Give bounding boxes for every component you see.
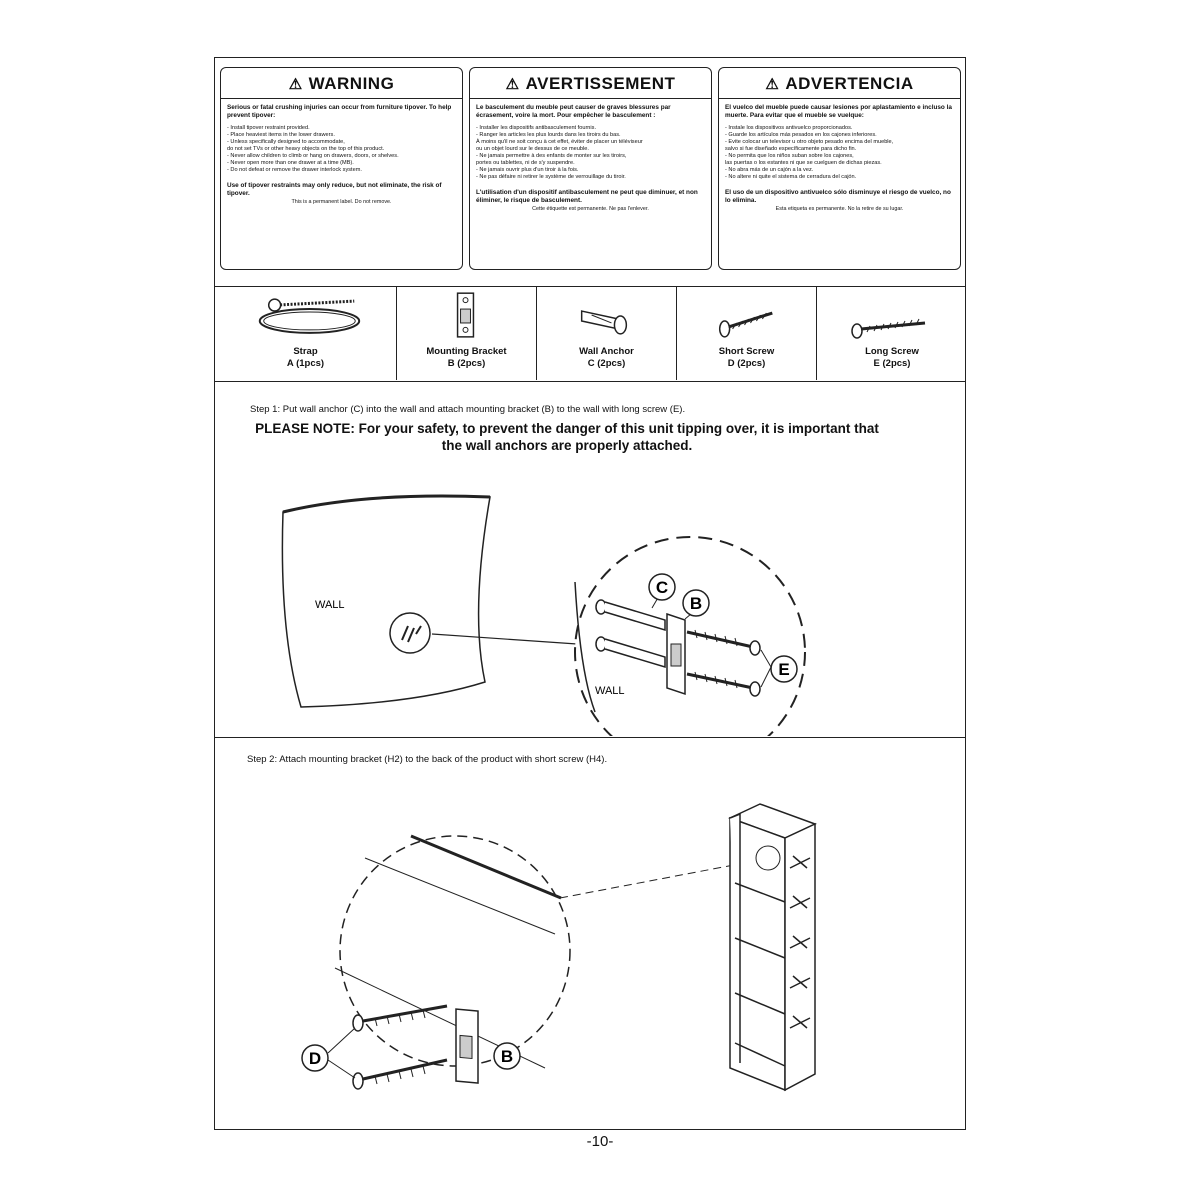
warning-label-english xyxy=(220,67,463,270)
warning-triangle-icon: ⚠ xyxy=(505,76,520,93)
anchor-top xyxy=(596,600,606,614)
warning-item: - Evite colocar un televisor u otro objeto pesado encima del mueble, xyxy=(725,139,894,146)
anchor-icon xyxy=(537,291,676,345)
callout-b-2-label: B xyxy=(500,1047,514,1066)
warning-title: WARNING xyxy=(308,74,395,93)
part-short-screw xyxy=(677,287,817,380)
warning-item: - Instale los dispositivos antivuelco proporcionados. xyxy=(725,125,853,132)
warning-footer: Use of tipover restraints may only reduce, but not eliminate, the risk of tipover. xyxy=(227,182,442,197)
part-name: Strap xyxy=(293,346,318,357)
warning-intro: Serious or fatal crushing injuries can occur from furniture tipover. To help prevent tipover: xyxy=(227,104,452,119)
warning-item: - Install tipover restraint provided. xyxy=(227,125,310,132)
hardware-parts-row xyxy=(215,287,965,382)
step-2-section xyxy=(215,738,965,1129)
warning-item: - Ne jamais permettre à des enfants de monter sur les tiroirs, xyxy=(476,153,627,160)
detail-circle-2 xyxy=(340,836,570,1066)
part-name: Mounting Bracket xyxy=(426,346,507,357)
wall-panel xyxy=(282,496,490,707)
note-text: For your safety, to prevent the danger of this unit tipping over, it is important that the wall anchors are properly attached. xyxy=(358,421,879,453)
instruction-page xyxy=(214,57,966,1130)
warning-item: salvo si fue diseñado específicamente para dicho fin. xyxy=(725,146,857,153)
warning-intro: Le basculement du meuble peut causer de graves blessures par écrasement, voire la mort. Pour empêcher le basculement : xyxy=(476,104,671,119)
part-strap xyxy=(215,287,397,380)
part-name: Wall Anchor xyxy=(579,346,634,357)
warning-triangle-icon: ⚠ xyxy=(288,76,303,93)
warning-item: - Ranger les articles les plus lourds dans les tiroirs du bas. xyxy=(476,132,621,139)
part-qty: C (2pcs) xyxy=(587,358,626,369)
part-name: Long Screw xyxy=(865,346,919,357)
strap-icon xyxy=(215,291,396,345)
warning-item: - Ne pas défaire ni retirer le système de verrouillage du tiroir. xyxy=(476,174,626,181)
warning-permanent-note: This is a permanent label. Do not remove. xyxy=(291,199,392,206)
warning-list xyxy=(476,125,705,181)
part-wall-anchor xyxy=(537,287,677,380)
warning-footer: El uso de un dispositivo antivuelco sólo disminuye el riesgo de vuelco, no lo elimina. xyxy=(725,189,951,204)
warning-intro: El vuelco del mueble puede causar lesiones por aplastamiento e incluso la muerte. Para evitar que el mueble se vuelque: xyxy=(725,104,952,119)
anchor-bottom xyxy=(596,637,606,651)
short-screw-icon xyxy=(677,291,816,345)
warning-title: AVERTISSEMENT xyxy=(525,74,676,93)
warning-item: À moins qu'il ne soit conçu à cet effet, éviter de placer un téléviseur xyxy=(476,139,643,146)
note-label: PLEASE NOTE: xyxy=(255,421,355,436)
warning-item: - No altere ni quite el sistema de cerradura del cajón. xyxy=(725,174,857,181)
wall-label: WALL xyxy=(315,599,345,611)
part-long-screw xyxy=(817,287,967,380)
part-qty: A (1pcs) xyxy=(286,358,325,369)
warning-item: portes ou tablettes, ni de s'y suspendre. xyxy=(476,160,575,167)
wall-detail-marker xyxy=(390,613,430,653)
part-qty: E (2pcs) xyxy=(873,358,911,369)
warning-triangle-icon: ⚠ xyxy=(765,76,780,93)
warning-label-spanish xyxy=(718,67,961,270)
warning-item: - Installer les dispositifs antibasculement fournis. xyxy=(476,125,597,132)
callout-e-label: E xyxy=(778,660,790,679)
warning-label-french xyxy=(469,67,712,270)
warning-labels-row xyxy=(215,58,965,287)
warning-item: - No abra más de un cajón a la vez. xyxy=(725,167,814,174)
part-qty: D (2pcs) xyxy=(727,358,766,369)
warning-item: - Place heaviest items in the lower drawers. xyxy=(227,132,335,139)
long-screw-icon xyxy=(817,291,967,345)
callout-d-label: D xyxy=(308,1049,322,1068)
step-1-instruction: Step 1: Put wall anchor (C) into the wall and attach mounting bracket (B) to the wall with long screw (E). xyxy=(250,404,686,415)
warning-item: las puertas o los estantes ni que se cuelguen de dichas piezas. xyxy=(725,160,882,167)
warning-list xyxy=(725,125,954,181)
short-screw-bottom xyxy=(363,1060,447,1079)
bookshelf-unit xyxy=(730,804,815,1090)
warning-item: - Guarde los artículos más pesados en los cajones inferiores. xyxy=(725,132,877,139)
step-2-diagram xyxy=(215,738,965,1127)
part-mounting-bracket xyxy=(397,287,537,380)
warning-item: - Ne jamais ouvrir plus d'un tiroir à la fois. xyxy=(476,167,579,174)
callout-c-label: C xyxy=(655,578,669,597)
bracket-icon xyxy=(397,291,536,345)
step-2-instruction: Step 2: Attach mounting bracket (H2) to the back of the product with short screw (H4). xyxy=(247,754,608,765)
warning-item: - Unless specifically designed to accommodate, xyxy=(227,139,345,146)
detail-circle xyxy=(575,537,805,736)
warning-permanent-note: Cette étiquette est permanente. Ne pas l'enlever. xyxy=(532,206,649,213)
part-qty: B (2pcs) xyxy=(447,358,486,369)
part-name: Short Screw xyxy=(718,346,775,357)
warning-item: do not set TVs or other heavy objects on the top of this product. xyxy=(227,146,385,153)
warning-item: ou un objet lourd sur le dessus de ce meuble. xyxy=(476,146,589,153)
warning-footer: L'utilisation d'un dispositif antibasculement ne peut que diminuer, et non éliminer, le risque de basculement. xyxy=(476,189,698,204)
warning-item: - No permita que los niños suban sobre los cajones, xyxy=(725,153,854,160)
warning-list xyxy=(227,125,456,174)
warning-permanent-note: Esta etiqueta es permanente. No la retire de su lugar. xyxy=(775,206,904,213)
warning-item: - Never allow children to climb or hang on drawers, doors, or shelves. xyxy=(227,153,399,160)
detail-wall-label: WALL xyxy=(595,685,625,697)
warning-item: - Never open more than one drawer at a time (MB). xyxy=(227,160,354,167)
page-number: -10- xyxy=(586,1133,614,1150)
callout-b-label: B xyxy=(689,594,703,613)
step-1-section xyxy=(215,382,965,738)
step-1-diagram xyxy=(215,382,965,736)
warning-title: ADVERTENCIA xyxy=(785,74,914,93)
warning-item: - Do not defeat or remove the drawer interlock system. xyxy=(227,167,362,174)
